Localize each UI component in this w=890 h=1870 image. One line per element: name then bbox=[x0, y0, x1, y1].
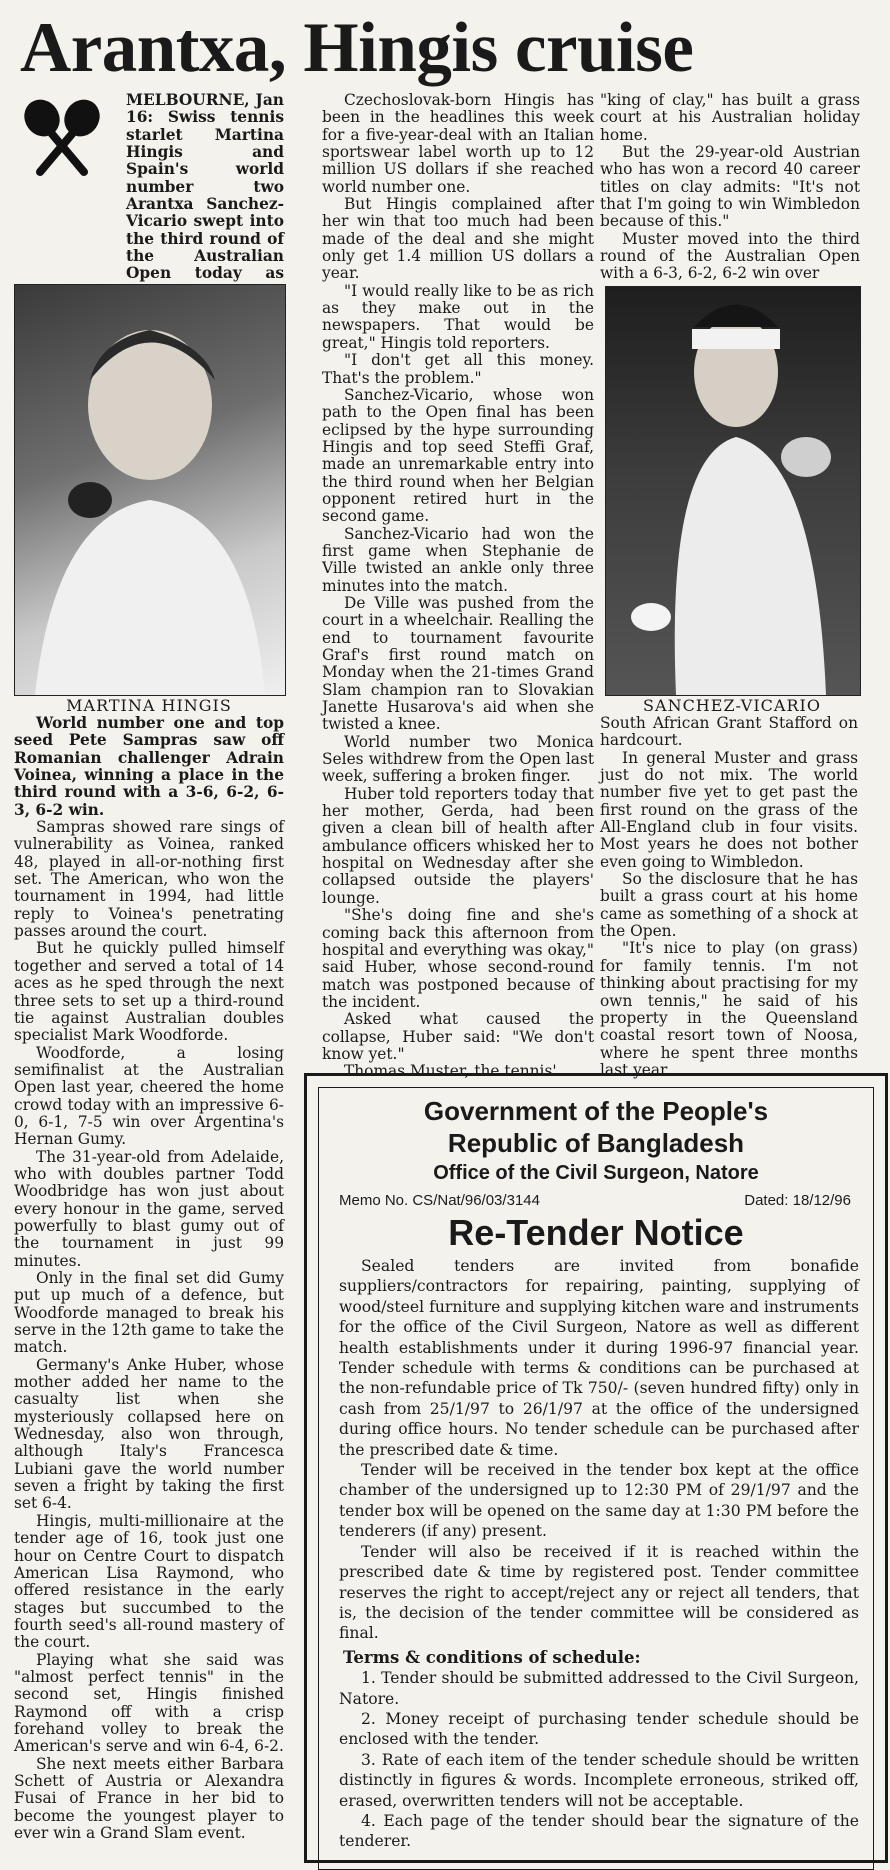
player-silhouette bbox=[15, 285, 285, 695]
tender-notice bbox=[304, 1073, 888, 1863]
tender-notice-inner-border bbox=[318, 1087, 874, 1870]
paragraph: Germany's Anke Huber, whose mother added her name to the casualty list when she mysteriously collapsed here on Wednesday, also won through, although Italy's Francesca Lubiani gave the world number seven a fright by taking the first set 6-4. bbox=[14, 1355, 284, 1513]
article-column-3-bottom bbox=[600, 715, 858, 1079]
terms-item: 3. Rate of each item of the tender schedule should be written distinctly in figures & words. Incomplete erroneous, striked off, erased, overwritten tenders will not be acceptable. bbox=[339, 1750, 859, 1810]
notice-title: Re-Tender Notice bbox=[448, 1212, 744, 1253]
article-column-3-top bbox=[600, 92, 860, 283]
notice-org-line-1: Government of the People's bbox=[423, 1096, 769, 1126]
paragraph: South African Grant Stafford on hardcourt. bbox=[600, 714, 858, 750]
paragraph: Asked what caused the collapse, Huber said: "We don't know yet." bbox=[322, 1010, 594, 1063]
paragraph: Woodforde, a losing semifinalist at the Australian Open last year, cheered the home crowd today with an impressive 6-0, 6-1, 7-5 win over Argentina's Hernan Gumy. bbox=[14, 1043, 284, 1149]
memo-number: Memo No. CS/Nat/96/03/3144 bbox=[339, 1192, 540, 1209]
paragraph: "She's doing fine and she's coming back this afternoon from hospital and everything was okay," said Huber, whose second-round match was postponed because of the incident. bbox=[322, 906, 594, 1011]
paragraph: "king of clay," has built a grass court at his Australian holiday home. bbox=[600, 91, 860, 144]
paragraph: World number two Monica Seles withdrew from the Open last week, suffering a broken finger. bbox=[322, 732, 594, 786]
paragraph: Only in the final set did Gumy put up much of a defence, but Woodforde managed to break his serve in the 12th game to take the match. bbox=[14, 1269, 284, 1357]
paragraph: "It's nice to play (on grass) for family tennis. I'm not thinking about practising for my own tennis," he said of his property in the Queensland coastal resort town of Noosa, where he spent three months last year. bbox=[600, 939, 858, 1079]
notice-paragraph: Tender will also be received if it is reached within the prescribed date & time by registered post. Tender committee reserves the right to accept/reject any or reject all tenders, that is, the decision of the tender committee will be considered as final. bbox=[339, 1542, 859, 1643]
paragraph: But the 29-year-old Austrian who has won a record 40 career titles on clay admits: "It's not that I'm going to win Wimbledon because of this." bbox=[600, 143, 860, 231]
paragraph: Hingis, multi-millionaire at the tender age of 16, took just one hour on Centre Court to dispatch American Lisa Raymond, who offered resistance in the early stages but succumbed to the fourth seed's all-round mastery of the court. bbox=[14, 1511, 284, 1652]
paragraph: De Ville was pushed from the court in a wheelchair. Realling the end to tournament favourite Graf's first round match on Monday when the 21-times Grand Slam champion ran to Slovakian Janette Husarova's aid when she twisted a knee. bbox=[322, 593, 594, 734]
paragraph: The 31-year-old from Adelaide, who with doubles partner Todd Woodbridge has won just about every honour in the game, served powerfully to blast gumy out of the tournament in just 99 minutes. bbox=[14, 1147, 284, 1270]
dateline-paragraph: MELBOURNE, Jan 16: Swiss tennis starlet Martina Hingis and Spain's world number two Arantxa Sanchez-Vicario swept into the third round of the Australian Open today as bbox=[126, 91, 284, 283]
notice-date: Dated: 18/12/96 bbox=[744, 1192, 851, 1209]
paragraph: "I don't get all this money. That's the problem." bbox=[322, 351, 594, 387]
notice-body bbox=[339, 1256, 859, 1852]
terms-heading: Terms & conditions of schedule: bbox=[343, 1647, 641, 1667]
terms-item: 1. Tender should be submitted addressed to the Civil Surgeon, Natore. bbox=[339, 1669, 859, 1708]
article-column-2 bbox=[322, 92, 594, 1081]
notice-office: Office of the Civil Surgeon, Natore bbox=[433, 1162, 759, 1184]
paragraph: So the disclosure that he has built a grass court at his home came as something of a shock at the Open. bbox=[600, 870, 858, 941]
paragraph: She next meets either Barbara Schett of Austria or Alexandra Fusai of France in her bid to become the youngest player to ever win a Grand Slam event. bbox=[14, 1754, 284, 1842]
notice-paragraph: Tender will be received in the tender box kept at the office chamber of the undersigned up to 12:30 PM of 29/1/97 and the tender box will be opened on the same day at 1:30 PM before the tenderers (if any) present. bbox=[339, 1461, 859, 1541]
paragraph: Playing what she said was "almost perfect tennis" in the second set, Hingis finished Raymond off with a crisp forehand volley to break the American's serve and win 6-4, 6-2. bbox=[14, 1650, 284, 1756]
paragraph: Thomas Muster, the tennis' bbox=[344, 1062, 557, 1081]
player-silhouette bbox=[606, 287, 860, 695]
notice-org-line-2: Republic of Bangladesh bbox=[447, 1128, 745, 1158]
paragraph: Huber told reporters today that her mother, Gerda, had been given a clean bill of health after ambulance officers whisked her to hospital on Wednesday after she collapsed outside the players' lounge. bbox=[322, 784, 594, 907]
photo-sanchez-vicario bbox=[605, 286, 861, 696]
photo-caption-sanchez-vicario: SANCHEZ-VICARIO bbox=[643, 696, 821, 715]
photo-martina-hingis bbox=[14, 284, 286, 696]
paragraph: In general Muster and grass just do not mix. The world number five yet to get past the first round on the grass of the All-England club in four visits. Most years he does not bother even going to Wimbledon. bbox=[600, 748, 858, 871]
paragraph: Sanchez-Vicario had won the first game when Stephanie de Ville twisted an ankle only three minutes into the match. bbox=[322, 524, 594, 595]
headline: Arantxa, Hingis cruise bbox=[20, 9, 694, 87]
paragraph: World number one and top seed Pete Sampras saw off Romanian challenger Adrain Voinea, winning a place in the third round with a 3-6, 6-2, 6-3, 6-2 win. bbox=[14, 714, 284, 819]
article-column-1-body bbox=[14, 715, 284, 1842]
terms-item: 2. Money receipt of purchasing tender schedule should be enclosed with the tender. bbox=[339, 1709, 859, 1749]
paragraph: Czechoslovak-born Hingis has been in the headlines this week for a five-year-deal with an Italian sportswear label worth up to 12 million US dollars if she reached world number one. bbox=[322, 91, 594, 196]
paragraph: But Hingis complained after her win that too much had been made of the deal and she might only get 1.4 million US dollars a year. bbox=[322, 195, 594, 283]
paragraph: But he quickly pulled himself together and served a total of 14 aces as he sped through the next three sets to set up a third-round tie against Australian doubles specialist Mark Woodforde. bbox=[14, 939, 284, 1045]
paragraph: "I would really like to be as rich as they make out in the newspapers. That would be great," Hingis told reporters. bbox=[322, 281, 594, 352]
paragraph: Muster moved into the third round of the Australian Open with a 6-3, 6-2, 6-2 win over bbox=[600, 229, 860, 283]
notice-paragraph: Sealed tenders are invited from bonafide suppliers/contractors for repairing, painting, supplying of wood/steel furniture and supplying kitchen ware and instruments for the office of the Civil Surgeon, Natore as well as different health establishments under it during 1996-97 financial year. Tender schedule with terms & conditions can be purchased at the non-refundable price of Tk 750/- (seven hundred fifty) only in cash from 25/1/97 to 26/1/97 at the office of the undersigned during office hours. No tender schedule can be purchased after the prescribed date & time. bbox=[339, 1257, 859, 1459]
terms-item: 4. Each page of the tender should bear the signature of the tenderer. bbox=[339, 1811, 859, 1851]
photo-caption-hingis: MARTINA HINGIS bbox=[66, 696, 232, 715]
paragraph: Sampras showed rare sings of vulnerability as Voinea, ranked 48, played in all-or-nothing first set. The American, who won the tournament in 1994, had little reply to Voinea's penetrating passes around the court. bbox=[14, 818, 284, 941]
paragraph: Sanchez-Vicario, whose won path to the Open final has been eclipsed by the hype surrounding Hingis and top seed Steffi Graf, made an unremarkable entry into the third round when her Belgian opponent retired hurt in the second game. bbox=[322, 385, 594, 526]
